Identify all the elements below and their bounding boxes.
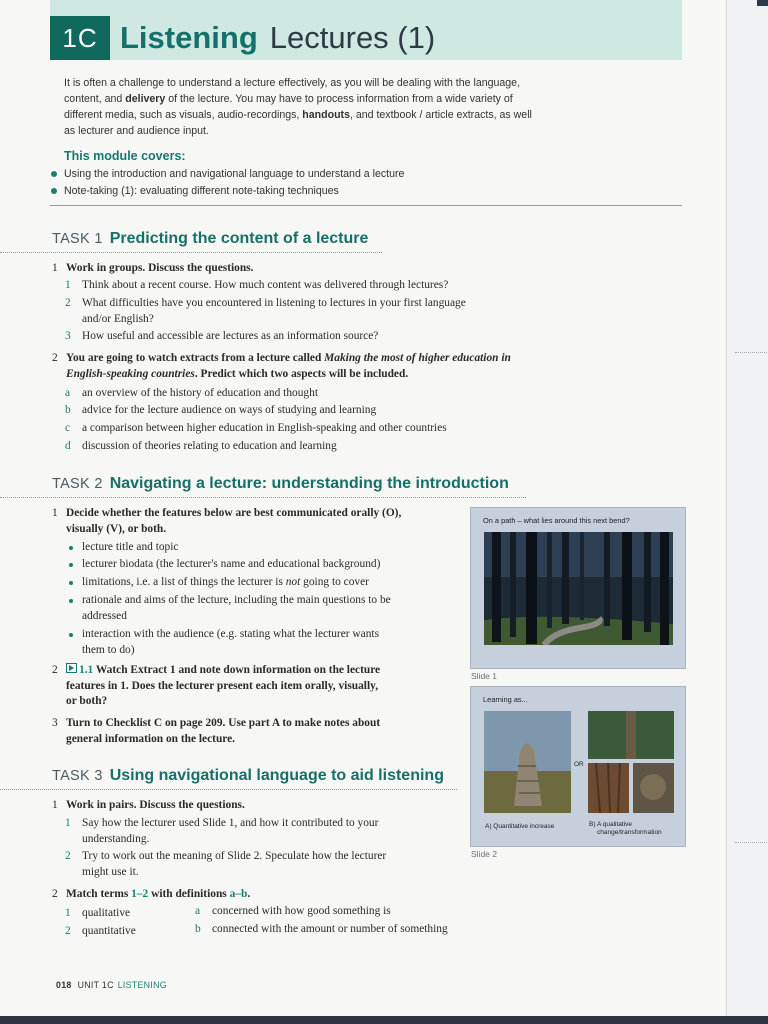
slide-1-label: Slide 1: [471, 671, 497, 681]
term-row: 1 qualitative: [65, 907, 131, 919]
list-item: rationale and aims of the lecture, including the main questions to be addressed: [82, 593, 391, 624]
dotted-divider: [735, 352, 767, 353]
dotted-divider: [735, 842, 767, 843]
task1-question-2: 2 You are going to watch extracts from a lecture called Making the most of higher education in English-speaking countries. Predict which two aspects will be included.: [52, 352, 511, 380]
task2-heading: TASK 2 Navigating a lecture: understanding the introduction: [52, 475, 509, 492]
module-title: [120, 16, 435, 60]
task1-heading: TASK 1 Predicting the content of a lecture: [52, 230, 369, 247]
list-item: Note-taking (1): evaluating different note-taking techniques: [50, 183, 404, 200]
list-item: lecturer biodata (the lecturer's name and educational background): [82, 557, 380, 573]
list-item: interaction with the audience (e.g. stating what the lecturer wants them to do): [82, 627, 379, 658]
task3-question-2: 2 Match terms 1–2 with definitions a–b.: [52, 888, 251, 900]
list-item: 1 Say how the lecturer used Slide 1, and how it contributed to your understanding.: [65, 817, 379, 845]
list-item: c a comparison between higher education in English-speaking and other countries: [65, 422, 447, 434]
intro-paragraph: It is often a challenge to understand a lecture effectively, as you will be dealing with the language, content, and delivery of the lecture. You may have to process information from a wide variety of different media, such as visuals, audio-recordings, handouts, and textbook / article extracts, as well as lecturer and audience input.: [64, 77, 532, 137]
dotted-divider: [0, 252, 382, 253]
list-item: 2 What difficulties have you encountered in listening to lectures in your first language and/or English?: [65, 297, 466, 325]
task1-question-1: 1 Work in groups. Discuss the questions.: [52, 262, 254, 274]
list-item: b advice for the lecture audience on ways of studying and learning: [65, 404, 377, 416]
play-video-icon[interactable]: [66, 663, 77, 673]
list-item: Using the introduction and navigational language to understand a lecture: [50, 166, 404, 183]
module-covers-list: [50, 166, 404, 199]
list-item: a an overview of the history of education and thought: [65, 387, 318, 399]
slide-2: [470, 686, 686, 847]
page-corner-shadow: [757, 0, 768, 6]
dotted-divider: [0, 497, 526, 498]
footer-section: LISTENING: [117, 980, 167, 990]
slide-2-label: Slide 2: [471, 849, 497, 859]
module-title-strong: Listening: [120, 20, 258, 55]
page-number: 018: [56, 980, 72, 990]
facing-page-edge: [726, 0, 768, 1024]
list-item: limitations, i.e. a list of things the lecturer is not going to cover: [82, 575, 369, 591]
slide-2-caption: Learning as...: [483, 695, 528, 704]
module-covers-heading: This module covers:: [64, 149, 186, 163]
list-item: 2 Try to work out the meaning of Slide 2. Speculate how the lecturer might use it.: [65, 850, 387, 878]
definition-row: b connected with the amount or number of something: [195, 923, 448, 935]
task2-question-2: 2 1.1 Watch Extract 1 and note down information on the lecture features in 1. Does the lecturer present each item orally, visually, or both?: [52, 664, 381, 707]
divider: [50, 205, 682, 206]
term-row: 2 quantitative: [65, 925, 136, 937]
tree-transformation-image: [588, 711, 674, 813]
list-item: lecture title and topic: [82, 540, 178, 556]
slide-1-caption: On a path – what lies around this next bend?: [483, 516, 630, 525]
forest-path-image: [484, 532, 673, 645]
qualitative-caption: B) A qualitative change/transformation: [589, 821, 662, 836]
list-item: d discussion of theories relating to education and learning: [65, 440, 337, 452]
task2-question-1: 1 Decide whether the features below are best communicated orally (O), visually (V), or both.: [52, 507, 402, 535]
module-header: [50, 0, 682, 60]
quantitative-caption: A) Quantitative increase: [485, 823, 555, 830]
footer-unit: UNIT 1C: [77, 980, 114, 990]
task3-heading: TASK 3 Using navigational language to aid listening: [52, 767, 444, 784]
dotted-divider: [0, 789, 457, 790]
list-item: 3 How useful and accessible are lectures as an information source?: [65, 330, 379, 342]
definition-row: a concerned with how good something is: [195, 905, 391, 917]
desk-edge: [0, 1016, 768, 1024]
module-title-light: Lectures (1): [269, 20, 436, 55]
slide-1: [470, 507, 686, 669]
cairn-image: [484, 711, 571, 813]
task3-question-1: 1 Work in pairs. Discuss the questions.: [52, 799, 245, 811]
page-footer: [56, 980, 167, 990]
or-label: OR: [574, 761, 584, 768]
unit-code-badge: 1C: [50, 16, 110, 60]
list-item: 1 Think about a recent course. How much content was delivered through lectures?: [65, 279, 449, 291]
task2-question-3: 3 Turn to Checklist C on page 209. Use part A to make notes about general information on the lecture.: [52, 717, 381, 745]
